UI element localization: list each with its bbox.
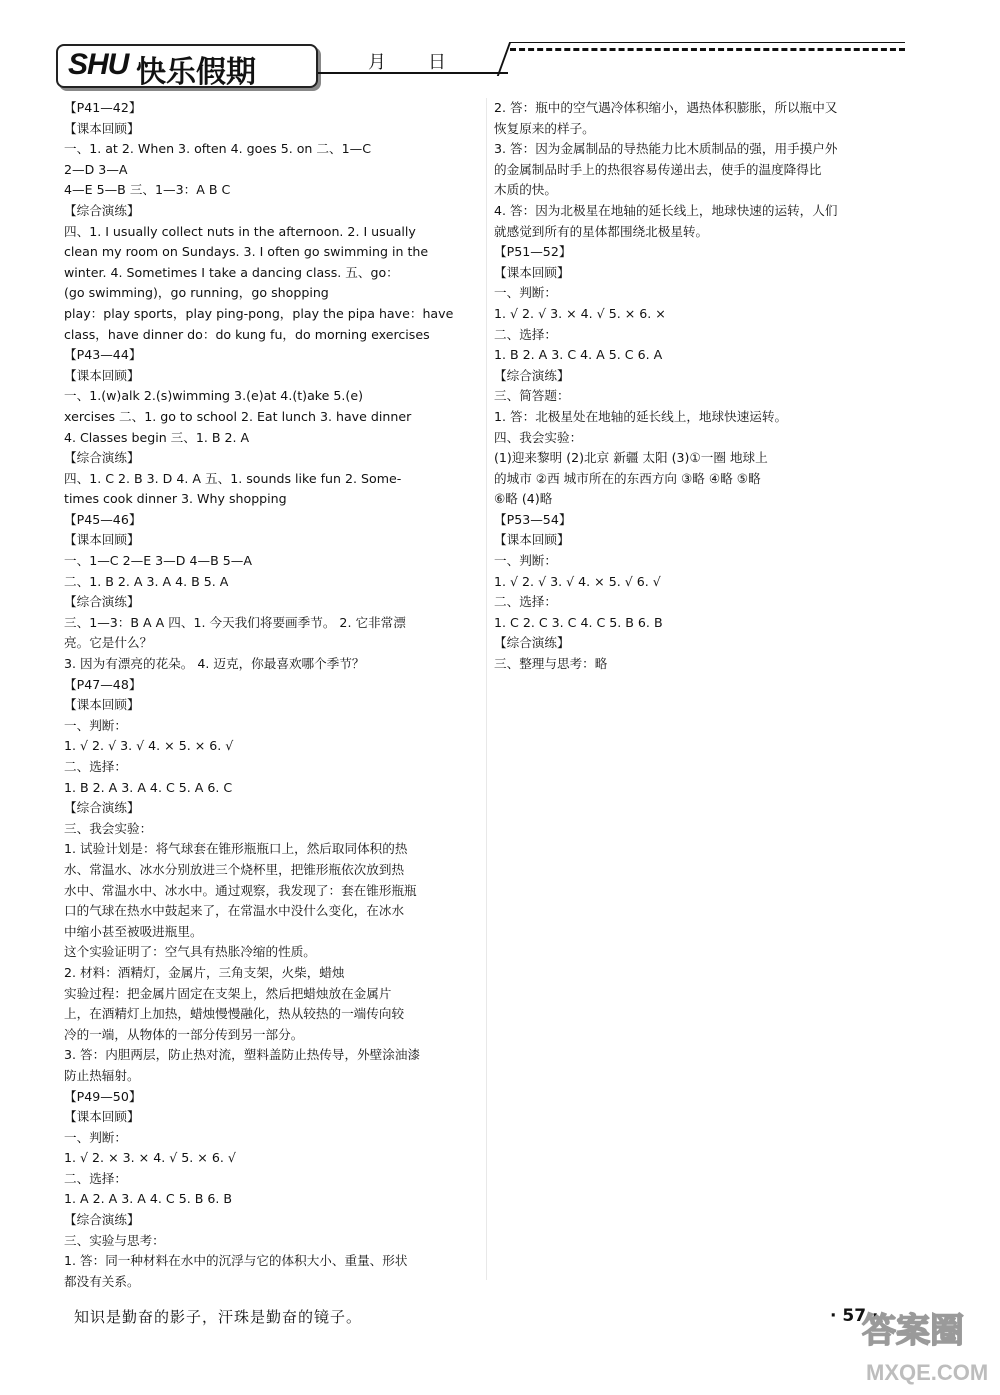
answer-line: 水、常温水、冰水分别放进三个烧杯里，把锥形瓶依次放到热 [64, 861, 405, 877]
answer-line: 实验过程：把金属片固定在支架上，然后把蜡烛放在金属片 [64, 985, 392, 1001]
answer-line: 【综合演练】 [494, 635, 570, 651]
answer-line: 【综合演练】 [494, 367, 570, 383]
answer-line: 3. 答：因为金属制品的导热能力比木质制品的强，用手摸户外 [494, 141, 838, 157]
answer-line: 三、我会实验： [64, 820, 153, 836]
answer-line: 二、选择： [64, 1170, 127, 1186]
answer-line: 上，在酒精灯上加热，蜡烛慢慢融化，热从较热的一端传向较 [64, 1006, 405, 1022]
answer-line: 三、1—3：B A A 四、1. 今天我们将要画季节。 2. 它非常漂 [64, 614, 406, 630]
month-label: 月 [368, 52, 386, 73]
watermark-text-latin: MXQE.COM [866, 1360, 989, 1385]
answer-line: 1. A 2. A 3. A 4. C 5. B 6. B [64, 1191, 233, 1207]
answer-line: 2—D 3—A [64, 161, 128, 177]
answer-line: 1. B 2. A 3. A 4. C 5. A 6. C [64, 779, 233, 795]
column-divider [486, 98, 487, 1280]
answer-line: xercises 二、1. go to school 2. Eat lunch 3. have dinner [64, 408, 412, 424]
answer-line: 【课本回顾】 [494, 532, 570, 548]
answer-line: 防止热辐射。 [64, 1067, 140, 1083]
answer-line: 四、1. C 2. B 3. D 4. A 五、1. sounds like fun 2. Some- [64, 470, 402, 486]
header-dashed-rule [510, 48, 905, 51]
answer-line: 1. B 2. A 3. C 4. A 5. C 6. A [494, 347, 663, 363]
answer-line: 【综合演练】 [64, 800, 140, 816]
watermark-logo [854, 1296, 1000, 1392]
answer-line: 一、判断： [64, 1129, 127, 1145]
answer-line: 4—E 5—B 三、1—3：A B C [64, 182, 231, 198]
answer-line: 就感觉到所有的星体都围绕北极星转。 [494, 223, 709, 239]
answer-line: 【综合演练】 [64, 450, 140, 466]
logo-latin-text: SHU [68, 48, 129, 81]
answer-line: 四、1. I usually collect nuts in the afternoon. 2. I usually [64, 223, 416, 239]
answer-line: 3. 因为有漂亮的花朵。 4. 迈克，你最喜欢哪个季节？ [64, 656, 365, 672]
answer-line: 亮。它是什么？ [64, 635, 153, 651]
answer-line: 三、整理与思考：略 [494, 656, 608, 672]
date-underline [318, 72, 508, 74]
answer-line: 水中、常温水中、冰水中。通过观察，我发现了：套在锥形瓶瓶 [64, 882, 417, 898]
answer-line: 1. 答：同一种材料在水中的沉浮与它的体积大小、重量、形状 [64, 1253, 408, 1269]
answer-line: winter. 4. Sometimes I take a dancing class. 五、go： [64, 264, 399, 280]
answer-line: 中缩小甚至被吸进瓶里。 [64, 923, 203, 939]
answer-line: 2. 材料：酒精灯，金属片，三角支架，火柴，蜡烛 [64, 964, 345, 980]
answer-line: 口的气球在热水中鼓起来了，在常温水中没什么变化，在冰水 [64, 903, 405, 919]
answer-line: 一、判断： [494, 285, 557, 301]
answer-line: 三、实验与思考： [64, 1232, 165, 1248]
answer-line: 这个实验证明了：空气具有热胀冷缩的性质。 [64, 944, 316, 960]
answer-line: 恢复原来的样子。 [494, 120, 595, 136]
watermark-text-cn: 答案圈 [862, 1311, 964, 1351]
answer-line: 4. 答：因为北极星在地轴的延长线上，地球快速的运转，人们 [494, 202, 838, 218]
answer-line: 木质的快。 [494, 182, 557, 198]
answer-column-left [64, 98, 474, 1292]
answer-line: class，have dinner do：do kung fu，do morning exercises [64, 326, 430, 342]
answer-line: 【P51—52】 [494, 244, 572, 260]
footer-quote: 知识是勤奋的影子，汗珠是勤奋的镜子。 [74, 1308, 363, 1326]
answer-line: 【课本回顾】 [64, 1109, 140, 1125]
answer-line: 二、1. B 2. A 3. A 4. B 5. A [64, 573, 229, 589]
answer-line: 1. √ 2. √ 3. √ 4. × 5. × 6. √ [64, 738, 234, 754]
answer-line: 三、简答题： [494, 388, 570, 404]
answer-line: 3. 答：内胆两层，防止热对流，塑料盖防止热传导，外壁涂油漆 [64, 1047, 421, 1063]
page-number: · 57 · [830, 1306, 879, 1326]
logo-chinese-text: 快乐假期 [136, 55, 256, 90]
brand-logo [56, 44, 318, 88]
answer-line: 1. 答：北极星处在地轴的延长线上，地球快速运转。 [494, 408, 788, 424]
answer-line: 的城市 ②西 城市所在的东西方向 ③略 ④略 ⑤略 [494, 470, 761, 486]
answer-line: 【P53—54】 [494, 511, 572, 527]
answer-line: 冷的一端，从物体的一部分传到另一部分。 [64, 1026, 304, 1042]
answer-line: 【课本回顾】 [64, 367, 140, 383]
day-label: 日 [428, 52, 446, 73]
answer-line: 四、我会实验： [494, 429, 583, 445]
answer-line: 【综合演练】 [64, 1212, 140, 1228]
answer-line: ⑥略 (4)略 [494, 491, 553, 507]
answer-line: play：play sports，play ping-pong，play the pipa have：have [64, 305, 454, 321]
answer-line: 4. Classes begin 三、1. B 2. A [64, 429, 250, 445]
answer-line: 二、选择： [494, 326, 557, 342]
answer-line: 【课本回顾】 [64, 532, 140, 548]
answer-line: 【课本回顾】 [494, 264, 570, 280]
answer-line: 【P41—42】 [64, 100, 142, 115]
answer-line: (go swimming)，go running，go shopping [64, 285, 329, 301]
answer-line: 1. 试验计划是：将气球套在锥形瓶瓶口上，然后取同体积的热 [64, 841, 408, 857]
page-header [48, 38, 908, 88]
answer-line: 1. √ 2. √ 3. √ 4. × 5. √ 6. √ [494, 573, 661, 589]
answer-line: (1)迎来黎明 (2)北京 新疆 太阳 (3)①一圈 地球上 [494, 450, 768, 466]
answer-line: 2. 答：瓶中的空气遇冷体积缩小，遇热体积膨胀，所以瓶中又 [494, 100, 838, 115]
answer-line: 【P43—44】 [64, 347, 142, 363]
answer-line: 【P45—46】 [64, 511, 142, 527]
answer-line: 【课本回顾】 [64, 120, 140, 136]
answer-line: 都没有关系。 [64, 1273, 140, 1289]
answer-line: 1. √ 2. √ 3. × 4. √ 5. × 6. × [494, 305, 666, 321]
answer-line: 一、判断： [64, 717, 127, 733]
answer-line: 【综合演练】 [64, 594, 140, 610]
answer-line: 【综合演练】 [64, 202, 140, 218]
answer-line: 一、1—C 2—E 3—D 4—B 5—A [64, 553, 252, 569]
answer-line: 【P47—48】 [64, 676, 142, 692]
answer-column-right [494, 98, 904, 675]
header-rule [510, 42, 905, 43]
answer-line: 一、判断： [494, 553, 557, 569]
answer-line: 一、1.(w)alk 2.(s)wimming 3.(e)at 4.(t)ake 5.(e) [64, 388, 363, 404]
answer-line: 一、1. at 2. When 3. often 4. goes 5. on 二、1—C [64, 141, 371, 157]
answer-line: 二、选择： [494, 594, 557, 610]
answer-line: 【P49—50】 [64, 1088, 142, 1104]
answer-line: 1. C 2. C 3. C 4. C 5. B 6. B [494, 614, 663, 630]
answer-line: 二、选择： [64, 759, 127, 774]
answer-line: 的金属制品时手上的热很容易传递出去，使手的温度降得比 [494, 161, 822, 177]
answer-line: 1. √ 2. × 3. × 4. √ 5. × 6. √ [64, 1150, 236, 1166]
answer-line: clean my room on Sundays. 3. I often go swimming in the [64, 244, 429, 260]
answer-line: times cook dinner 3. Why shopping [64, 491, 287, 507]
answer-line: 【课本回顾】 [64, 697, 140, 713]
